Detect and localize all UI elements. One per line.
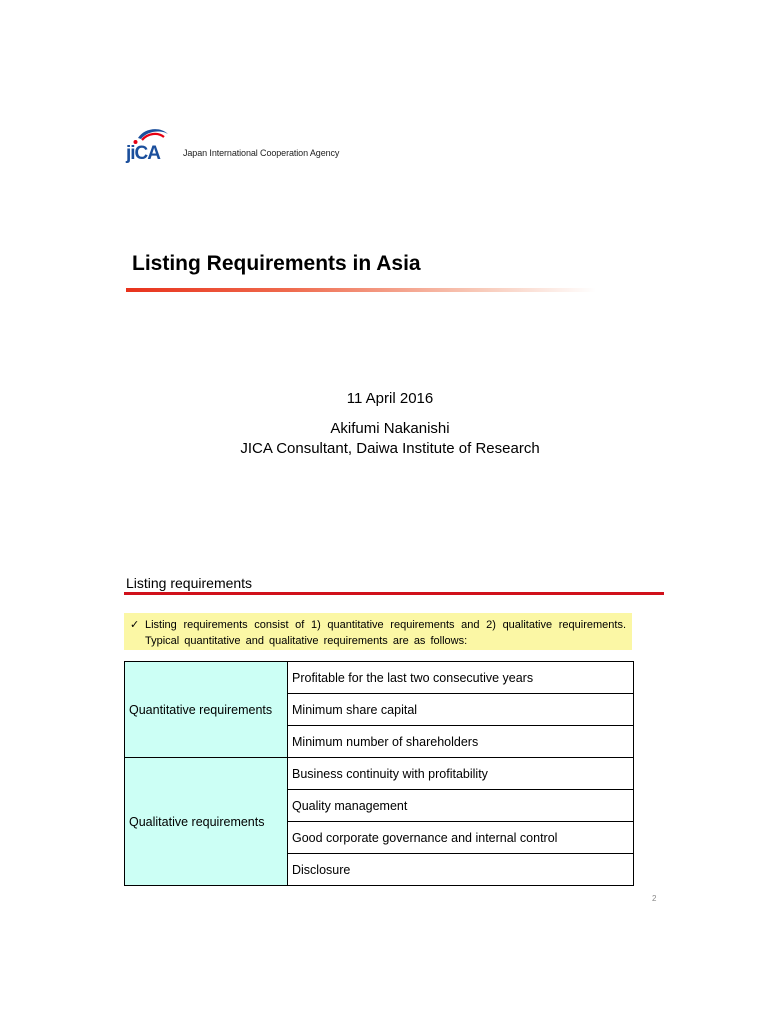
table-cell: Profitable for the last two consecutive years bbox=[288, 662, 634, 694]
table-row bbox=[125, 758, 634, 790]
note-box bbox=[124, 613, 632, 650]
table-cell: Business continuity with profitability bbox=[288, 758, 634, 790]
svg-text:jiCA: jiCA bbox=[126, 143, 160, 164]
jica-logo bbox=[124, 124, 180, 164]
requirements-table bbox=[124, 661, 634, 886]
note-line-2: Typical quantitative and qualitative requirements are as follows: bbox=[145, 635, 468, 647]
section-underline bbox=[124, 592, 664, 595]
table-cell: Minimum share capital bbox=[288, 694, 634, 726]
author-name: Akifumi Nakanishi bbox=[330, 420, 450, 437]
title-underline bbox=[126, 288, 596, 292]
checkmark-icon: ✓ bbox=[130, 619, 140, 631]
category-quantitative: Quantitative requirements bbox=[125, 662, 288, 758]
table-row bbox=[125, 662, 634, 694]
table-cell: Quality management bbox=[288, 790, 634, 822]
presentation-date: 11 April 2016 bbox=[346, 390, 434, 407]
section-title: Listing requirements bbox=[126, 575, 253, 591]
page-number: 2 bbox=[652, 894, 657, 903]
table-cell: Disclosure bbox=[288, 854, 634, 886]
author-affiliation: JICA Consultant, Daiwa Institute of Research bbox=[240, 440, 540, 457]
agency-name: Japan International Cooperation Agency bbox=[183, 148, 340, 158]
category-qualitative: Qualitative requirements bbox=[125, 758, 288, 886]
table-cell: Good corporate governance and internal control bbox=[288, 822, 634, 854]
table-cell: Minimum number of shareholders bbox=[288, 726, 634, 758]
note-line-1: Listing requirements consist of 1) quantitative requirements and 2) qualitative requirements. bbox=[145, 619, 626, 631]
presentation-title: Listing Requirements in Asia bbox=[132, 252, 421, 275]
